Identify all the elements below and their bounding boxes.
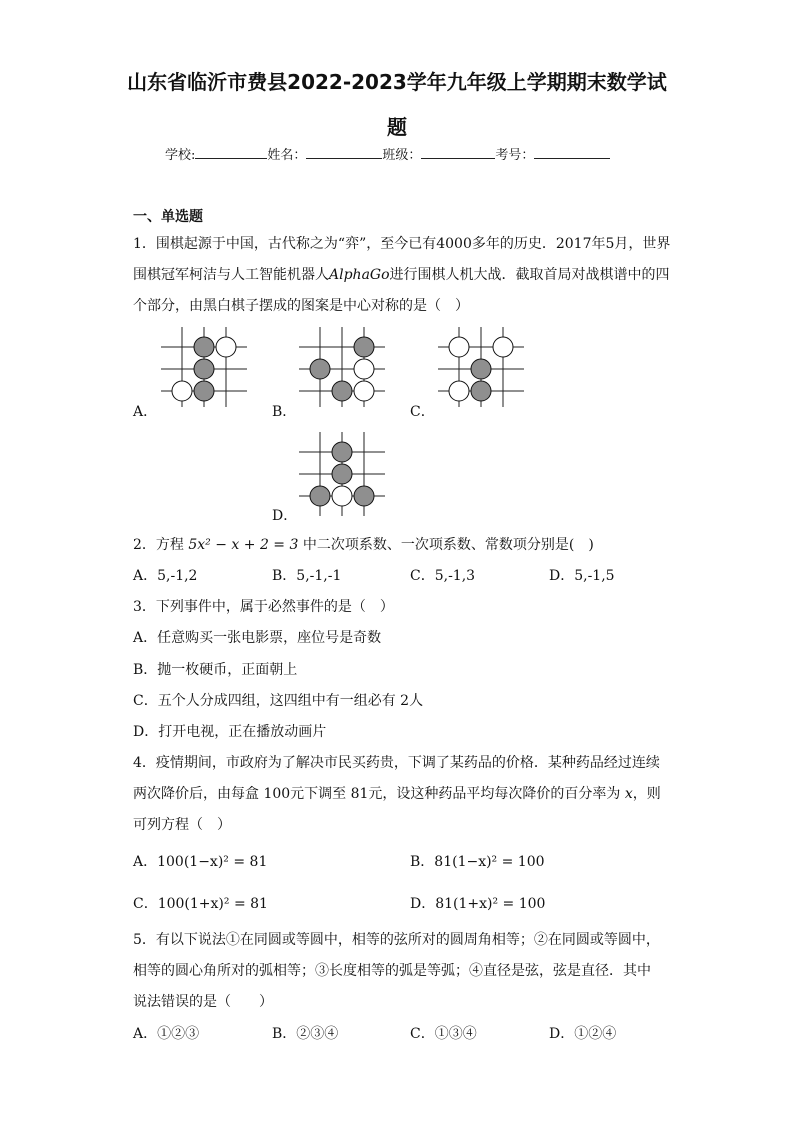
q2-option-b[interactable]: B．5,-1,-1 xyxy=(272,568,342,584)
white-stone xyxy=(493,337,513,357)
q1-line-2-text-b: 进行围棋人机大战．截取首局对战棋谱中的四 xyxy=(389,267,670,283)
q5-option-d[interactable]: D．①②④ xyxy=(549,1026,617,1042)
black-stone xyxy=(354,486,374,506)
q4-option-c[interactable]: C．100(1+x)² = 81 xyxy=(133,896,268,912)
q3-option-d[interactable]: D．打开电视，正在播放动画片 xyxy=(133,724,327,740)
q2-option-c[interactable]: C．5,-1,3 xyxy=(410,568,476,584)
class-label: 班级： xyxy=(382,148,422,163)
q2-equation: 5x² − x + 2 = 3 xyxy=(188,537,299,553)
black-stone xyxy=(310,359,330,379)
black-stone xyxy=(332,381,352,401)
go-board-c xyxy=(438,327,524,407)
document-title-line-1: 山东省临沂市费县2022-2023学年九年级上学期期末数学试 xyxy=(127,70,667,94)
school-blank[interactable] xyxy=(195,146,267,159)
q3-option-b[interactable]: B．抛一枚硬币，正面朝上 xyxy=(133,662,298,678)
q4-line-2-text-a: 两次降价后，由每盒 100元下调至 81元，设这种药品平均每次降价的百分率为 xyxy=(133,786,625,802)
go-board-a xyxy=(161,327,247,407)
q5-line-3: 说法错误的是（ ） xyxy=(133,994,273,1010)
q5-line-1: 5．有以下说法①在同圆或等圆中，相等的弦所对的圆周角相等；②在同圆或等圆中， xyxy=(133,932,660,948)
q4-line-1: 4．疫情期间，市政府为了解决市民买药贵，下调了某药品的价格．某种药品经过连续 xyxy=(133,755,660,771)
black-stone xyxy=(194,337,214,357)
q2-option-a[interactable]: A．5,-1,2 xyxy=(133,568,198,584)
black-stone xyxy=(471,359,491,379)
go-board-d xyxy=(299,432,385,516)
class-blank[interactable] xyxy=(421,146,495,159)
black-stone xyxy=(354,337,374,357)
q5-option-c[interactable]: C．①③④ xyxy=(410,1026,477,1042)
white-stone xyxy=(449,381,469,401)
q1-line-3: 个部分，由黑白棋子摆成的图案是中心对称的是（ ） xyxy=(133,298,469,314)
student-info-row xyxy=(165,144,610,163)
q2-prefix: 2．方程 xyxy=(133,537,184,553)
q3-option-a[interactable]: A．任意购买一张电影票，座位号是奇数 xyxy=(133,630,382,646)
name-blank[interactable] xyxy=(306,146,382,159)
section-heading: 一、单选题 xyxy=(133,209,203,225)
black-stone xyxy=(310,486,330,506)
white-stone xyxy=(449,337,469,357)
black-stone xyxy=(332,464,352,484)
q4-option-d[interactable]: D．81(1+x)² = 100 xyxy=(410,896,546,912)
white-stone xyxy=(332,486,352,506)
number-label: 考号： xyxy=(495,148,535,163)
q1-line-1: 1．围棋起源于中国，古代称之为“弈”，至今已有4000多年的历史．2017年5月，世界 xyxy=(133,236,671,252)
q3-option-c[interactable]: C．五个人分成四组，这四组中有一组必有 2人 xyxy=(133,693,424,709)
q1-option-c-label[interactable]: C． xyxy=(410,404,435,420)
q4-variable: x xyxy=(624,786,633,802)
q4-line-2 xyxy=(133,785,661,803)
white-stone xyxy=(354,359,374,379)
q1-option-a-label[interactable]: A． xyxy=(133,404,158,420)
black-stone xyxy=(194,359,214,379)
white-stone xyxy=(216,337,236,357)
number-blank[interactable] xyxy=(534,146,610,159)
q5-line-2: 相等的圆心角所对的弧相等；③长度相等的弧是等弧；④直径是弦，弦是直径．其中 xyxy=(133,963,651,979)
q4-line-2-text-b: ，则 xyxy=(632,786,661,802)
q5-option-b[interactable]: B．②③④ xyxy=(272,1026,339,1042)
white-stone xyxy=(354,381,374,401)
black-stone xyxy=(332,442,352,462)
q2-option-d[interactable]: D．5,-1,5 xyxy=(549,568,615,584)
black-stone xyxy=(194,381,214,401)
q4-line-3: 可列方程（ ） xyxy=(133,817,231,833)
q4-option-a[interactable]: A．100(1−x)² = 81 xyxy=(133,854,268,870)
go-board-b xyxy=(299,327,385,407)
q1-line-2-italic: AlphaGo xyxy=(329,267,390,283)
school-label: 学校: xyxy=(165,148,196,163)
document-title-line-2: 题 xyxy=(387,115,407,139)
q1-line-2-text-a: 围棋冠军柯洁与人工智能机器人 xyxy=(133,267,329,283)
q4-option-b[interactable]: B．81(1−x)² = 100 xyxy=(410,854,545,870)
q3-stem: 3．下列事件中，属于必然事件的是（ ） xyxy=(133,599,394,615)
q1-line-2 xyxy=(133,266,670,284)
q5-option-a[interactable]: A．①②③ xyxy=(133,1026,200,1042)
q2-suffix: 中二次项系数、一次项系数、常数项分别是( ) xyxy=(302,537,594,553)
white-stone xyxy=(172,381,192,401)
q2-stem xyxy=(133,536,594,554)
black-stone xyxy=(471,381,491,401)
q1-option-d-label[interactable]: D． xyxy=(272,508,298,524)
name-label: 姓名： xyxy=(267,148,307,163)
q1-option-b-label[interactable]: B． xyxy=(272,404,297,420)
